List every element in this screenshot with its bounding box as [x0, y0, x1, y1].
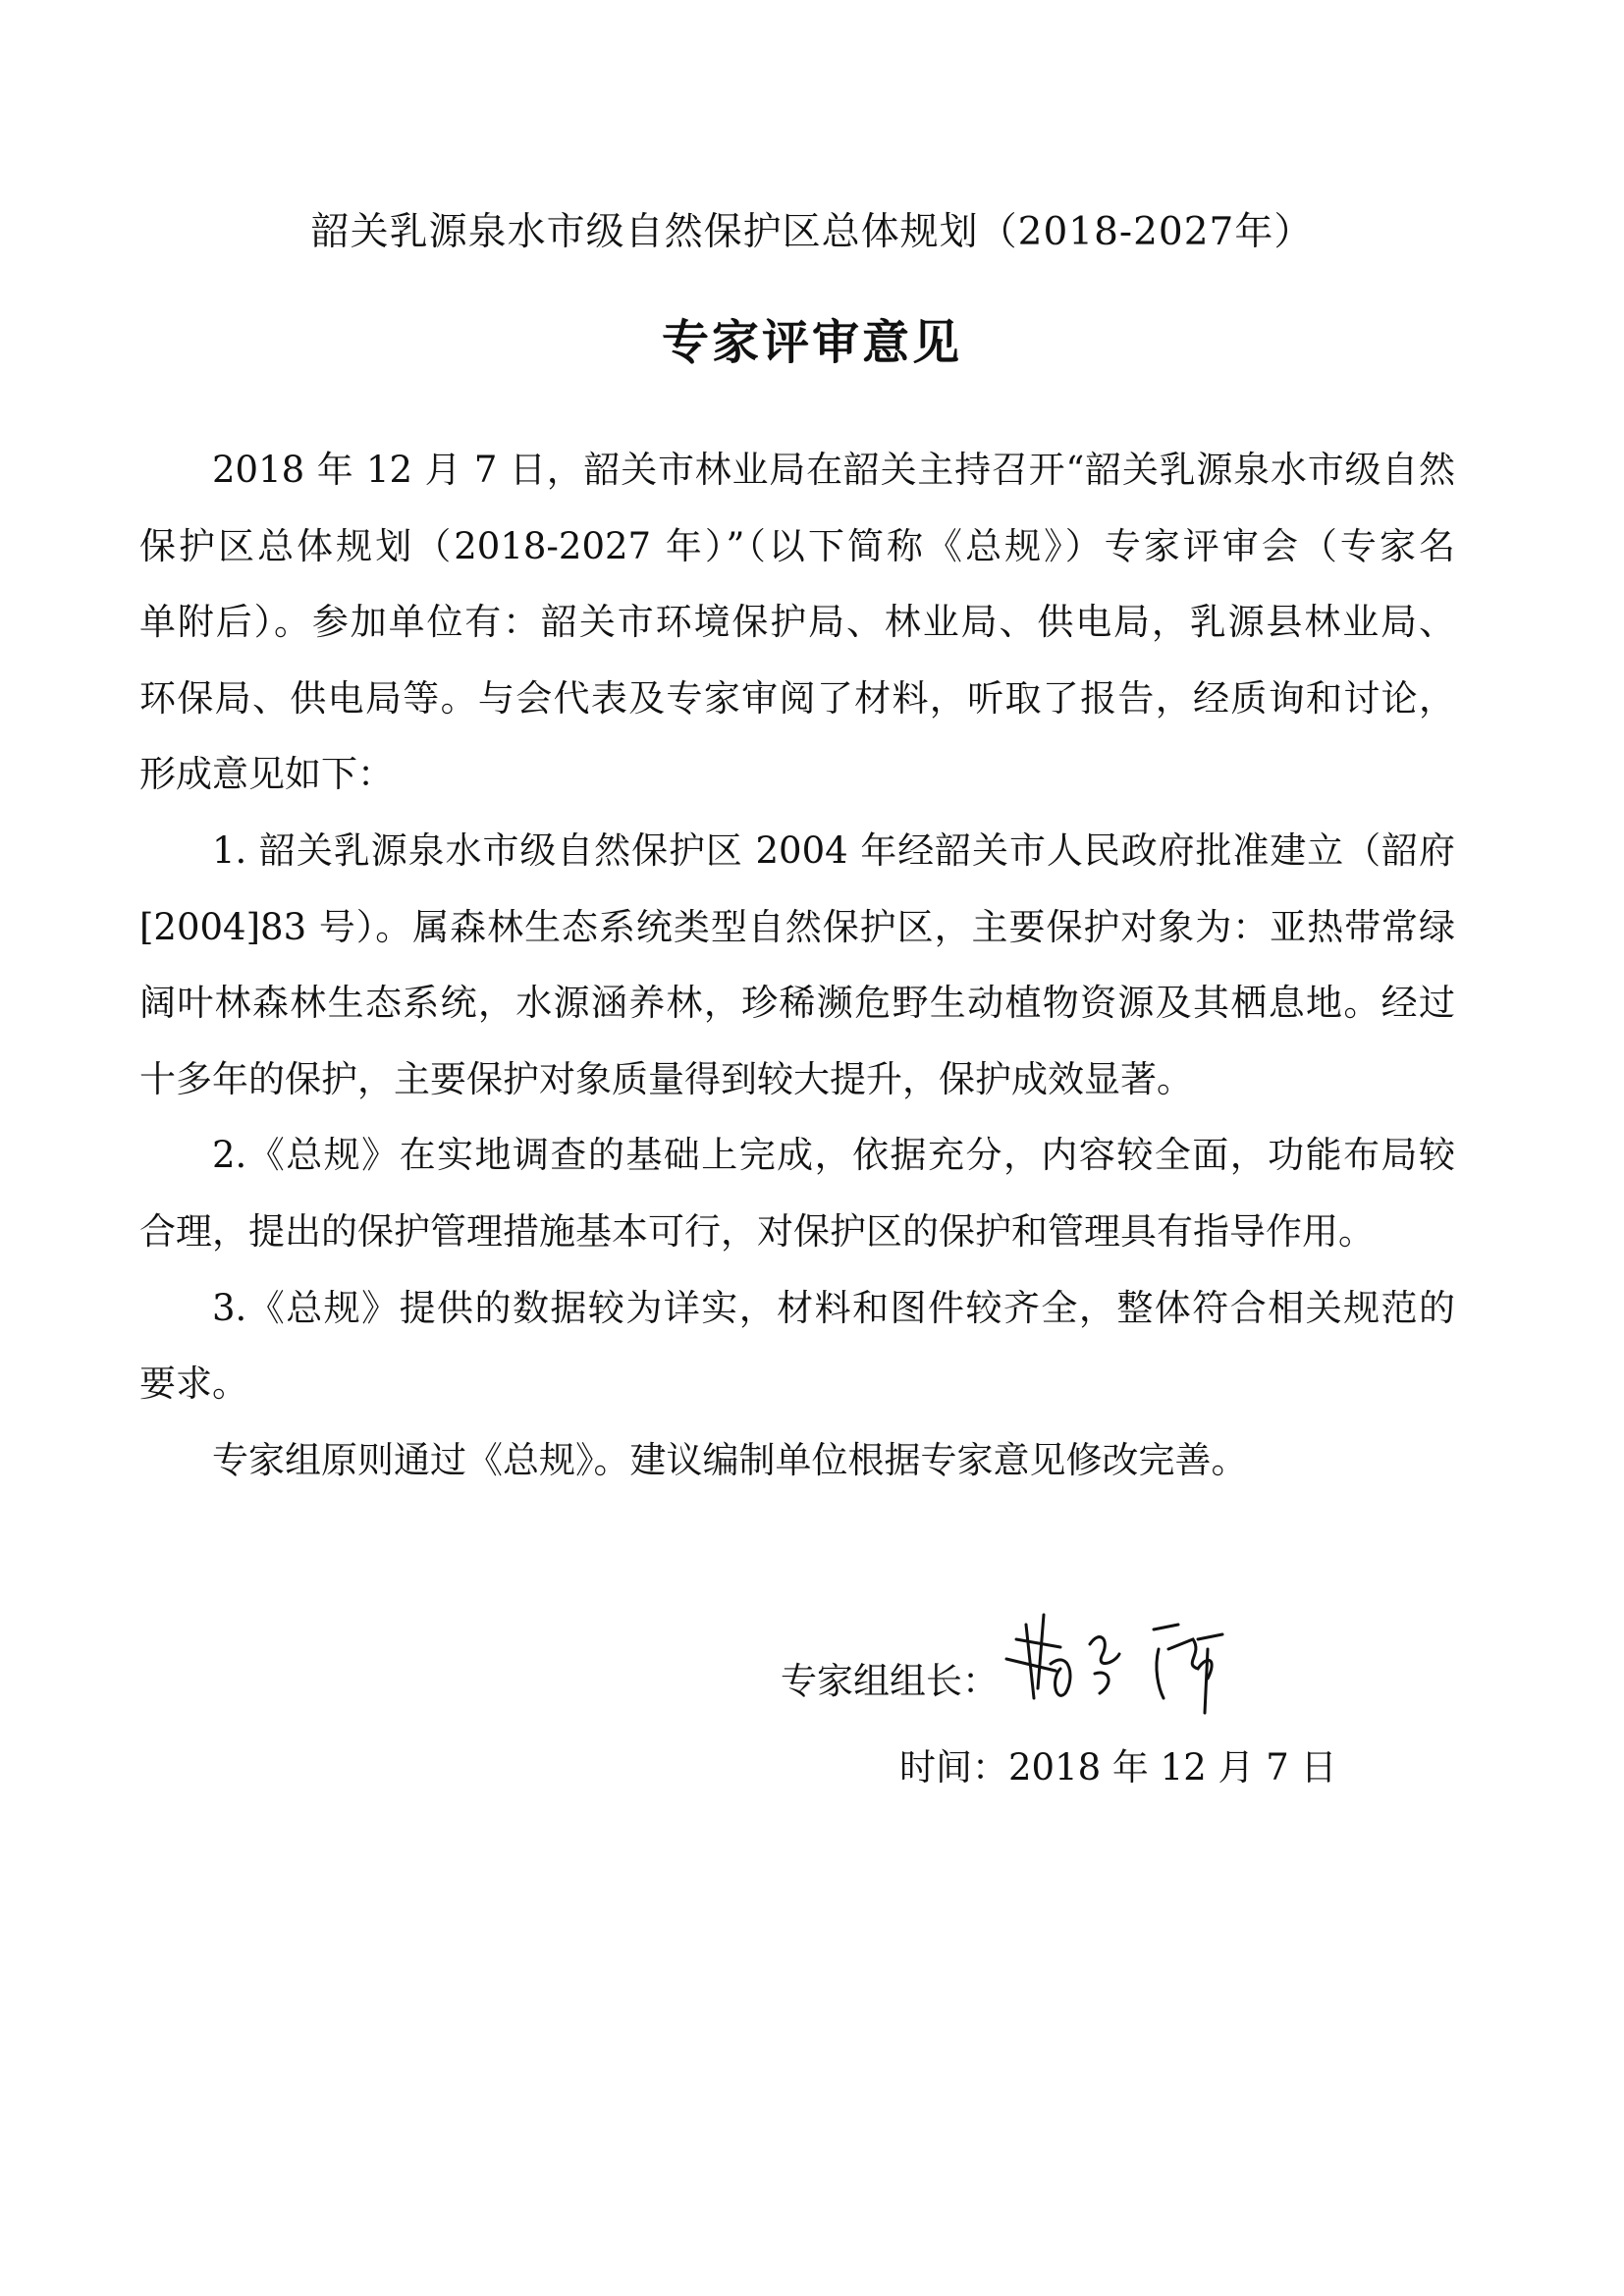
paragraph-line: 形成意见如下： [139, 753, 394, 796]
handwritten-signature [997, 1610, 1242, 1718]
document-heading: 专家评审意见 [661, 315, 962, 370]
paragraph-line: 保护区总体规划（2018-2027 年）”（以下简称《总规》）专家评审会（专家名 [139, 524, 1455, 567]
document-body [139, 432, 1455, 1498]
item-3-line: 3.《总规》提供的数据较为详实，材料和图件较齐全，整体符合相关规范的 [212, 1286, 1455, 1329]
paragraph-line: 环保局、供电局等。与会代表及专家审阅了材料，听取了报告，经质询和讨论， [139, 676, 1455, 720]
paragraph-line: 2018 年 12 月 7 日，韶关市林业局在韶关主持召开“韶关乳源泉水市级自然 [212, 449, 1455, 491]
item-1-line: 1. 韶关乳源泉水市级自然保护区 2004 年经韶关市人民政府批准建立（韶府 [212, 828, 1455, 872]
signature-date: 时间：2018 年 12 月 7 日 [899, 1746, 1337, 1789]
item-3-line: 要求。 [139, 1362, 248, 1406]
item-2-line: 合理，提出的保护管理措施基本可行，对保护区的保护和管理具有指导作用。 [139, 1209, 1375, 1253]
paragraph-line: 单附后）。参加单位有：韶关市环境保护局、林业局、供电局，乳源县林业局、 [139, 601, 1455, 644]
document-title: 韶关乳源泉水市级自然保护区总体规划（2018-2027年） [310, 210, 1314, 254]
signature-label: 专家组组长： [781, 1660, 999, 1702]
item-1-line: 阔叶林森林生态系统，水源涵养林，珍稀濒危野生动植物资源及其栖息地。经过 [139, 982, 1455, 1025]
item-2-line: 2.《总规》在实地调查的基础上完成，依据充分，内容较全面，功能布局较 [212, 1134, 1455, 1177]
conclusion-line: 专家组原则通过《总规》。建议编制单位根据专家意见修改完善。 [212, 1438, 1248, 1481]
item-1-line: [2004]83 号）。属森林生态系统类型自然保护区，主要保护对象为：亚热带常绿 [139, 905, 1455, 948]
item-1-line: 十多年的保护，主要保护对象质量得到较大提升，保护成效显著。 [139, 1057, 1193, 1100]
